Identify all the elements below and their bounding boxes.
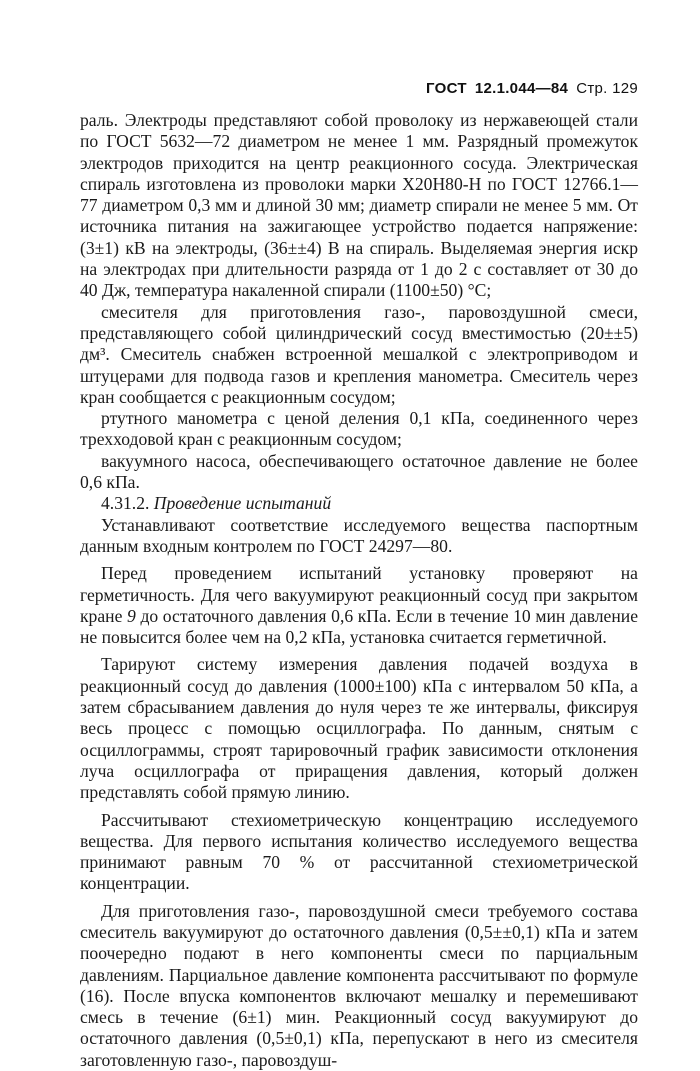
standard-number: 12.1.044—84 bbox=[474, 80, 569, 97]
paragraph: смесителя для приготовления газо-, паровоздушной смеси, представляющего собой цилиндрический сосуд вместимостью (20±±5) дм³. Смеситель снабжен встроенной мешалкой с электроприводом и штуцерами для подвода газов и крепления манометра. Смеситель через кран сообщается с реакционным сосудом; bbox=[80, 301, 638, 407]
paragraph: вакуумного насоса, обеспечивающего остаточное давление не более 0,6 кПа. bbox=[80, 450, 638, 493]
section-title: Проведение испытаний bbox=[153, 493, 332, 514]
section-number: 4.31.2. bbox=[101, 493, 150, 514]
paragraph: Рассчитывают стехиометрическую концентрацию исследуемого вещества. Для первого испытания количество исследуемого вещества принимают равным 70 % от рассчитанной стехиометрической концентрации. bbox=[80, 809, 638, 894]
paragraph: ртутного манометра с ценой деления 0,1 кПа, соединенного через трехходовой кран с реакционным сосудом; bbox=[80, 408, 638, 450]
valve-number: 9 bbox=[127, 605, 136, 626]
section-heading bbox=[80, 493, 638, 514]
paragraph: Для приготовления газо-, паровоздушной смеси требуемого состава смеситель вакуумируют до остаточного давления (0,5±±0,1) кПа и затем поочередно подают в него компоненты смеси по парциальным давлениям. Парциальное давление компонента рассчитывают по формуле (16). После впуска компонентов включают мешалку и перемешивают смесь в течение (6±1) мин. Реакционный сосуд вакуумируют до остаточного давления (0,5±0,1) кПа, перепускают в него из смесителя заготовленную газо-, паровоздуш- bbox=[80, 900, 638, 1070]
page-number: Стр. 129 bbox=[576, 80, 638, 97]
standard-code: ГОСТ bbox=[426, 80, 467, 97]
body-text bbox=[80, 110, 638, 1071]
paragraph: Перед проведением испытаний установку проверяют на герметичность. Для чего вакуумируют реакционный сосуд при закрытом кране 9 до остаточного давления 0,6 кПа. Если в течение 10 мин давление не повысится более чем на 0,2 кПа, установка считается герметичной. bbox=[80, 563, 639, 648]
page-header bbox=[426, 80, 638, 97]
paragraph: Устанавливают соответствие исследуемого вещества паспортным данным входным контролем по ГОСТ 24297—80. bbox=[80, 514, 638, 556]
paragraph: раль. Электроды представляют собой проволоку из нержавеющей стали по ГОСТ 5632—72 диаметром не менее 1 мм. Разрядный промежуток электродов приходится на центр реакционного сосуда. Электрическая спираль изготовлена из проволоки марки Х20Н80-Н по ГОСТ 12766.1—77 диаметром 0,3 мм и длиной 30 мм; диаметр спирали не менее 5 мм. От источника питания на зажигающее устройство подается напряжение: (3±1) кВ на электроды, (36±±4) В на спираль. Выделяемая энергия искр на электродах при длительности разряда от 1 до 2 с составляет от 30 до 40 Дж, температура накаленной спирали (1100±50) °С; bbox=[80, 110, 638, 301]
paragraph: Тарируют систему измерения давления подачей воздуха в реакционный сосуд до давления (1000±100) кПа с интервалом 50 кПа, а затем сбрасыванием давления до нуля через те же интервалы, фиксируя весь процесс с помощью осциллографа. По данным, снятым с осциллограммы, строят тарировочный график зависимости отклонения луча осциллографа от приращения давления, который должен представлять собой прямую линию. bbox=[80, 654, 638, 803]
